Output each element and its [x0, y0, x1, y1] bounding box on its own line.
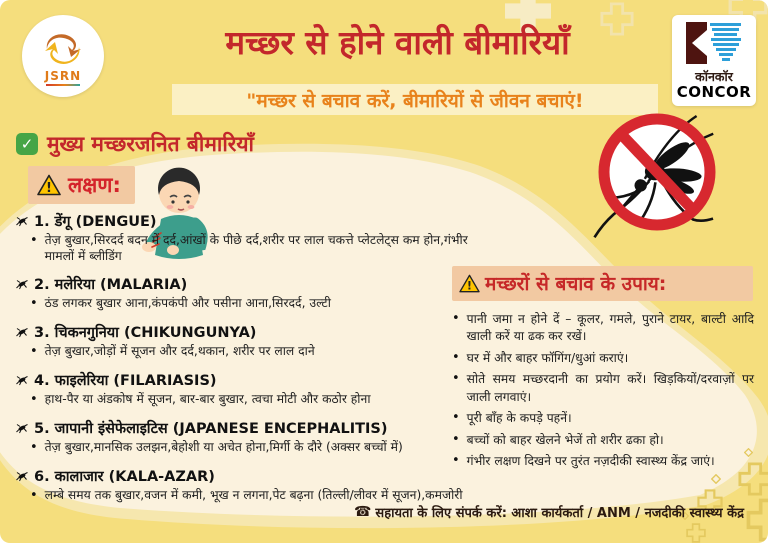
- bullet-dot: •: [452, 311, 460, 326]
- page-title: मच्छर से होने वाली बीमारियाँ: [225, 23, 570, 62]
- concor-mark-icon: [685, 20, 743, 66]
- symptoms-header-box: [28, 166, 135, 204]
- concor-hindi-label: कॉनकॉर: [695, 69, 733, 84]
- subtitle-text: "मच्छर से बचाव करें, बीमारियों से जीवन बचाएं!: [246, 89, 584, 112]
- bullet-dot: •: [30, 343, 38, 359]
- prevention-item: [452, 371, 754, 406]
- mosquito-bullet-icon: [16, 422, 28, 434]
- bullet-dot: •: [452, 453, 460, 469]
- prevention-item: [452, 311, 754, 346]
- mosquito-bullet-icon: [16, 278, 28, 290]
- prevention-item: [452, 453, 754, 470]
- prevention-list: [452, 311, 754, 471]
- disease-item: [16, 211, 758, 265]
- footer-text: सहायता के लिए संपर्क करें: आशा कार्यकर्ता / ANM / नजदीकी स्वास्थ्य केंद्र: [375, 506, 744, 521]
- prevention-text: पानी जमा न होने दें – कूलर, गमले, पुराने टायर, बाल्टी आदि खाली करें या ढक कर रखें।: [466, 312, 754, 344]
- section-heading-row: [16, 130, 254, 158]
- footer-contact: [354, 503, 744, 521]
- bullet-dot: •: [452, 349, 460, 365]
- prevention-item: [452, 410, 754, 427]
- mosquito-bullet-icon: [16, 374, 28, 386]
- disease-name: 6. कालाजार (KALA-AZAR): [34, 468, 215, 485]
- disease-symptoms: ठंड लगकर बुखार आना,कंपकंपी और पसीना आना,सिरदर्द, उल्टी: [44, 295, 331, 310]
- prevention-header-box: [452, 266, 753, 301]
- prevention-heading: मच्छरों से बचाव के उपाय:: [485, 273, 667, 295]
- bullet-dot: •: [30, 295, 38, 311]
- disease-name: 2. मलेरिया (MALARIA): [34, 276, 188, 293]
- bullet-dot: •: [452, 371, 460, 387]
- disease-symptoms: तेज़ बुखार,मानसिक उलझन,बेहोशी या अचेत होना,मिर्गी के दौरे (अक्सर बच्चों में): [44, 439, 403, 454]
- section-heading: मुख्य मच्छरजनित बीमारियाँ: [47, 132, 254, 156]
- prevention-text: गंभीर लक्षण दिखने पर तुरंत नज़दीकी स्वास्थ्य केंद्र जाएं।: [466, 454, 715, 469]
- bullet-dot: •: [30, 233, 38, 248]
- prevention-panel: [452, 266, 754, 475]
- disease-symptoms: तेज़ बुखार,सिरदर्द बदन में दर्द,आंखों के पीछे दर्द,शरीर पर लाल चकत्ते प्लेटलेट्स कम होन,गंभीर मामलों में ब्लीडिंग: [44, 233, 468, 263]
- prevention-text: बच्चों को बाहर खेलने भेजें तो शरीर ढका हो।: [466, 432, 664, 447]
- prevention-item: [452, 350, 754, 367]
- disease-symptoms: हाथ-पैर या अंडकोष में सूजन, बार-बार बुखार, त्वचा मोटी और कठोर होना: [44, 391, 371, 406]
- plus-decoration: [686, 523, 706, 543]
- svg-text:!: !: [46, 181, 52, 196]
- symptoms-label: लक्षण:: [68, 173, 121, 197]
- concor-logo: [672, 15, 756, 106]
- jsrn-logo: [22, 15, 104, 97]
- svg-text:!: !: [466, 279, 473, 293]
- prevention-item: [452, 432, 754, 449]
- bullet-dot: •: [30, 391, 38, 407]
- disease-name: 3. चिकनगुनिया (CHIKUNGUNYA): [34, 324, 257, 341]
- warning-icon: [459, 274, 480, 293]
- bullet-dot: •: [452, 431, 460, 447]
- disease-symptoms: तेज़ बुखार,जोड़ों में सूजन और दर्द,थकान, शरीर पर लाल दाने: [44, 343, 315, 358]
- jsrn-underline: [46, 84, 80, 86]
- prevention-text: पूरी बाँह के कपड़े पहनें।: [466, 411, 572, 426]
- concor-english-label: CONCOR: [676, 83, 752, 101]
- phone-icon: ☎: [353, 504, 372, 520]
- jsrn-swirl-icon: [37, 27, 89, 71]
- mosquito-bullet-icon: [16, 215, 28, 227]
- bullet-dot: •: [30, 439, 38, 455]
- disease-name: 4. फाइलेरिया (FILARIASIS): [34, 372, 217, 389]
- disease-symptoms: लम्बे समय तक बुखार,वजन में कमी, भूख न लगना,पेट बढ़ना (तिल्ली/लीवर में सूजन),कमजोरी: [44, 487, 463, 502]
- disease-name: 5. जापानी इंसेफेलाइटिस (JAPANESE ENCEPHALITIS): [34, 420, 388, 437]
- bullet-dot: •: [452, 410, 460, 426]
- jsrn-label: JSRN: [44, 69, 82, 83]
- prevention-text: घर में और बाहर फॉगिंग/धुआं कराएं।: [466, 350, 629, 365]
- disease-name: 1. डेंगू (DENGUE): [34, 214, 157, 230]
- mosquito-bullet-icon: [16, 326, 28, 338]
- check-icon: ✓: [16, 133, 38, 155]
- mosquito-bullet-icon: [16, 470, 28, 482]
- prevention-text: सोते समय मच्छरदानी का प्रयोग करें। खिड़कियों/दरवाज़ों पर जाली लगवाएं।: [466, 372, 754, 404]
- warning-icon: [37, 174, 61, 196]
- bullet-dot: •: [30, 487, 38, 503]
